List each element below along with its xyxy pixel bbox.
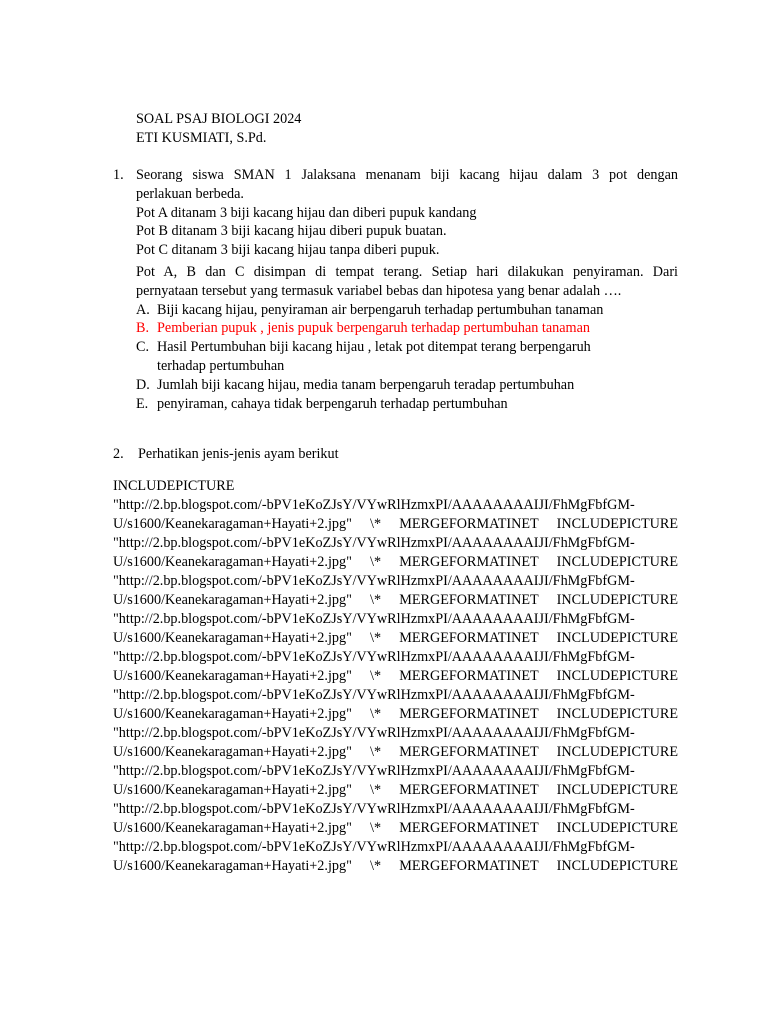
question-prompt — [136, 263, 678, 301]
question-number: 2. — [113, 446, 124, 462]
option-d[interactable] — [136, 376, 678, 395]
option-a[interactable] — [136, 301, 678, 320]
option-letter: B. — [136, 320, 150, 337]
field-line: U/s1600/Keanekaragaman+Hayati+2.jpg" \* MERGEFORMATINET INCLUDEPICTURE — [113, 858, 678, 874]
option-text: Biji kacang hijau, penyiraman air berpengaruh terhadap pertumbuhan tanaman — [157, 301, 604, 318]
answer-options — [136, 301, 678, 414]
option-text: penyiraman, cahaya tidak berpengaruh terhadap pertumbuhan — [157, 395, 508, 412]
pot-line: Pot C ditanam 3 biji kacang hijau tanpa diberi pupuk. — [136, 242, 440, 259]
question-1 — [113, 166, 678, 413]
pot-line: Pot A ditanam 3 biji kacang hijau dan diberi pupuk kandang — [136, 204, 477, 221]
option-text: Jumlah biji kacang hijau, media tanam berpengaruh teradap pertumbuhan — [157, 376, 575, 393]
option-letter: A. — [136, 301, 150, 318]
field-line: U/s1600/Keanekaragaman+Hayati+2.jpg" \* MERGEFORMATINET INCLUDEPICTURE — [113, 630, 678, 646]
pot-description — [136, 204, 678, 260]
field-line: U/s1600/Keanekaragaman+Hayati+2.jpg" \* MERGEFORMATINET INCLUDEPICTURE — [113, 592, 678, 608]
field-line: "http://2.bp.blogspot.com/-bPV1eKoZJsY/VYwRlHzmxPI/AAAAAAAAIJI/FhMgFbfGM- — [113, 535, 635, 551]
stem-line: Seorang siswa SMAN 1 Jalaksana menanam biji kacang hijau dalam 3 pot dengan — [136, 167, 678, 183]
field-line: "http://2.bp.blogspot.com/-bPV1eKoZJsY/VYwRlHzmxPI/AAAAAAAAIJI/FhMgFbfGM- — [113, 573, 635, 589]
option-text: Hasil Pertumbuhan biji kacang hijau , letak pot ditempat terang berpengaruh — [157, 339, 591, 356]
field-line — [113, 876, 678, 895]
field-line: U/s1600/Keanekaragaman+Hayati+2.jpg" \* MERGEFORMATINET INCLUDEPICTURE — [113, 706, 678, 722]
field-line: "http://2.bp.blogspot.com/-bPV1eKoZJsY/VYwRlHzmxPI/AAAAAAAAIJI/FhMgFbfGM- — [113, 611, 635, 627]
field-line — [113, 895, 678, 914]
question-2-heading — [113, 445, 339, 464]
field-line: "http://2.bp.blogspot.com/-bPV1eKoZJsY/VYwRlHzmxPI/AAAAAAAAIJI/FhMgFbfGM- — [113, 725, 635, 741]
field-line: U/s1600/Keanekaragaman+Hayati+2.jpg" \* MERGEFORMATINET INCLUDEPICTURE — [113, 820, 678, 836]
field-line: U/s1600/Keanekaragaman+Hayati+2.jpg" \* MERGEFORMATINET INCLUDEPICTURE — [113, 744, 678, 760]
option-text: terhadap pertumbuhan — [157, 357, 285, 374]
option-b[interactable] — [136, 319, 678, 338]
question-number: 1. — [113, 167, 124, 183]
option-letter: C. — [136, 339, 150, 356]
document-author: ETI KUSMIATI, S.Pd. — [136, 130, 267, 146]
option-text: Pemberian pupuk , jenis pupuk berpengaruh terhadap pertumbuhan tanaman — [157, 320, 590, 337]
option-letter: E. — [136, 395, 149, 412]
pot-line: Pot B ditanam 3 biji kacang hijau diberi pupuk buatan. — [136, 223, 447, 240]
field-line: "http://2.bp.blogspot.com/-bPV1eKoZJsY/VYwRlHzmxPI/AAAAAAAAIJI/FhMgFbfGM- — [113, 801, 635, 817]
field-code-block — [113, 477, 678, 914]
field-line: U/s1600/Keanekaragaman+Hayati+2.jpg" \* MERGEFORMATINET INCLUDEPICTURE — [113, 516, 678, 532]
prompt-line: pernyataan tersebut yang termasuk variabel bebas dan hipotesa yang benar adalah …. — [136, 282, 622, 299]
document-title: SOAL PSAJ BIOLOGI 2024 — [136, 111, 302, 127]
field-line: "http://2.bp.blogspot.com/-bPV1eKoZJsY/VYwRlHzmxPI/AAAAAAAAIJI/FhMgFbfGM- — [113, 687, 635, 703]
field-line: "http://2.bp.blogspot.com/-bPV1eKoZJsY/VYwRlHzmxPI/AAAAAAAAIJI/FhMgFbfGM- — [113, 763, 635, 779]
stem-line: perlakuan berbeda. — [136, 185, 244, 202]
question-2-title: Perhatikan jenis-jenis ayam berikut — [138, 446, 339, 462]
option-c[interactable] — [136, 338, 678, 376]
field-line: U/s1600/Keanekaragaman+Hayati+2.jpg" \* MERGEFORMATINET INCLUDEPICTURE — [113, 782, 678, 798]
document-header — [136, 110, 301, 148]
field-line: U/s1600/Keanekaragaman+Hayati+2.jpg" \* MERGEFORMATINET INCLUDEPICTURE — [113, 668, 678, 684]
option-letter: D. — [136, 376, 150, 393]
question-stem — [136, 166, 678, 204]
field-line: U/s1600/Keanekaragaman+Hayati+2.jpg" \* MERGEFORMATINET INCLUDEPICTURE — [113, 554, 678, 570]
field-line: "http://2.bp.blogspot.com/-bPV1eKoZJsY/VYwRlHzmxPI/AAAAAAAAIJI/FhMgFbfGM- — [113, 839, 635, 855]
prompt-line: Pot A, B dan C disimpan di tempat terang. Setiap hari dilakukan penyiraman. Dari — [136, 263, 678, 280]
field-line: INCLUDEPICTURE — [113, 478, 235, 494]
question-body — [136, 166, 678, 413]
option-e[interactable] — [136, 395, 678, 414]
field-line: "http://2.bp.blogspot.com/-bPV1eKoZJsY/VYwRlHzmxPI/AAAAAAAAIJI/FhMgFbfGM- — [113, 649, 635, 665]
field-line: "http://2.bp.blogspot.com/-bPV1eKoZJsY/VYwRlHzmxPI/AAAAAAAAIJI/FhMgFbfGM- — [113, 497, 635, 513]
